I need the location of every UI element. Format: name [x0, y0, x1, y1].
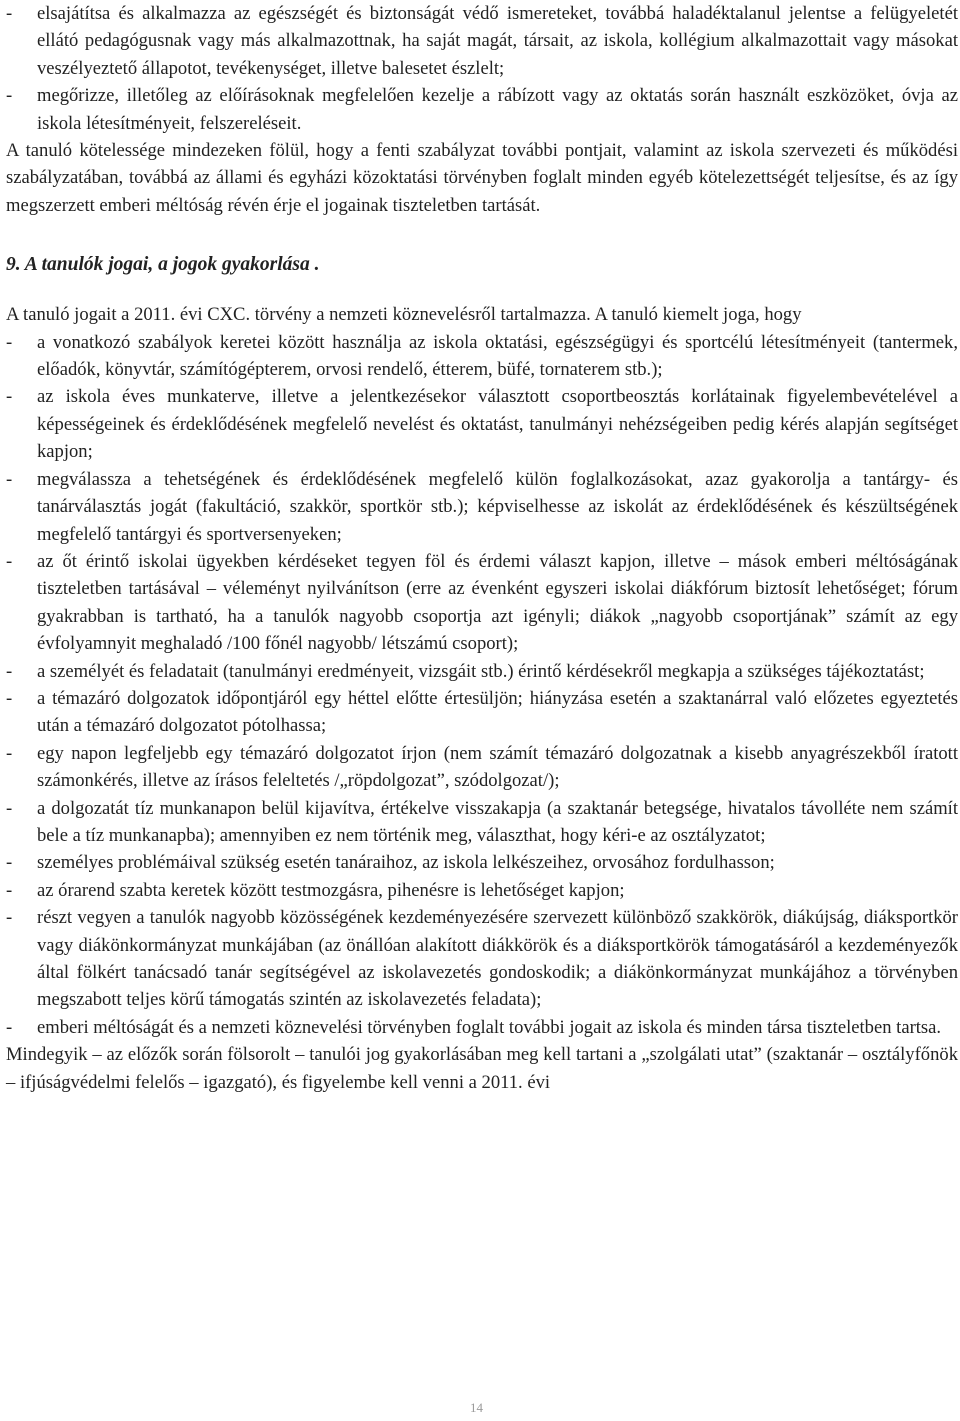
list-item-text: részt vegyen a tanulók nagyobb közösségének kezdeményezésére szervezett különböző szakkörök, diákújság, diáksportkör vagy diákönkormányzat munkájában (az önállóan alakított diákkörök és a diáksportkörök támogatásáról a kezdeményezők által fölkért tanácsadó tanár segítségével az iskolavezetés gondoskodik; a diákönkormányzat munkájához a törvényben megszabott teljes körű támogatás szintén az iskolavezetés feladata); — [37, 907, 958, 1011]
list-item — [6, 82, 958, 137]
list-item-text: egy napon legfeljebb egy témazáró dolgozatot írjon (nem számít témazáró dolgozatnak a kisebb anyagrészekből íratott számonkérés, illetve az írásos feleltetés /„röpdolgozat”, szódolgozat/); — [37, 742, 958, 792]
bullet-dash: - — [6, 742, 13, 764]
list-item-text: a témazáró dolgozatok időpontjáról egy héttel előtte értesüljön; hiányzása esetén a szaktanárral való előzetes egyeztetés után a témazáró dolgozatot pótolhassa; — [37, 687, 958, 737]
document-page — [6, 0, 958, 1096]
closing-paragraph: Mindegyik – az előzők során fölsorolt – tanulói jog gyakorlásában meg kell tartani a „szolgálati utat” (szaktanár – osztályfőnök – ifjúságvédelmi felelős – igazgató), és figyelembe kell venni a 2011. évi — [6, 1044, 958, 1093]
bullet-dash: - — [6, 331, 13, 353]
rights-intro: A tanuló jogait a 2011. évi CXC. törvény a nemzeti köznevelésről tartalmazza. A tanuló kiemelt joga, hogy — [6, 304, 802, 326]
list-item-text: megőrizze, illetőleg az előírásoknak megfelelően kezelje a rábízott vagy az oktatás során használt eszközöket, óvja az iskola létesítményeit, felszereléseit. — [37, 85, 958, 134]
bullet-dash: - — [6, 1016, 13, 1038]
list-item-text: személyes problémáival szükség esetén tanáraihoz, az iskola lelkészeihez, orvosához fordulhasson; — [37, 852, 775, 874]
list-item — [6, 795, 958, 850]
list-item — [6, 740, 958, 795]
list-item-text: a dolgozatát tíz munkanapon belül kijavítva, értékelve visszakapja (a szaktanár betegsége, hivatalos távolléte nem számít bele a tíz munkanapba); amennyiben ez nem történik meg, választhat, hogy kéri-e az osztályzatot; — [37, 797, 958, 846]
bullet-dash: - — [6, 660, 13, 682]
list-item-text: az őt érintő iskolai ügyekben kérdéseket tegyen föl és érdemi választ kapjon, illetve – mások emberi méltóságának tiszteletben tartásával – véleményt nyilvánítson (erre az évenként egyszeri iskolai diákfórum biztosít lehetőséget; fórum gyakrabban is tartható, ha a tanulók nagyobb csoportja azt igényli; diákok „nagyobb csoportjának” számít az egy évfolyamnyit meghaladó /100 főnél nagyobb/ létszámú csoport); — [37, 550, 958, 655]
bullet-dash: - — [6, 85, 13, 107]
list-item — [6, 1014, 958, 1041]
bullet-dash: - — [6, 386, 13, 408]
rights-list — [6, 329, 958, 1042]
list-item — [6, 0, 958, 82]
list-item-text: a vonatkozó szabályok keretei között használja az iskola oktatási, egészségügyi és sportcélú létesítményeit (tantermek, előadók, könyvtár, számítógépterem, orvosi rendelő, étterem, büfé, tornaterem stb.); — [37, 331, 958, 381]
list-item-text: elsajátítsa és alkalmazza az egészségét és biztonságát védő ismereteket, továbbá haladéktalanul jelentse a felügyeletét ellátó pedagógusnak vagy más alkalmazottnak, ha saját magát, társait, az iskola, kollégium alkalmazottait vagy másokat veszélyeztető állapotot, tevékenységet, illetve balesetet észlelt; — [37, 3, 958, 79]
bullet-dash: - — [6, 468, 13, 490]
list-item — [6, 383, 958, 465]
list-item — [6, 329, 958, 384]
bullet-dash: - — [6, 879, 13, 901]
bullet-dash: - — [6, 687, 13, 709]
bullet-dash: - — [6, 907, 13, 929]
bullet-dash: - — [6, 550, 13, 572]
list-item — [6, 849, 958, 876]
bullet-dash: - — [6, 852, 13, 874]
list-item — [6, 548, 958, 658]
duty-paragraph: A tanuló kötelessége mindezeken fölül, hogy a fenti szabályzat további pontjait, valamint az iskola szervezeti és működési szabályzatában, továbbá az állami és egyházi közoktatási törvényben foglalt minden egyéb kötelezettségét teljesítse, és az így megszerzett emberi méltóság révén érje el jogainak tiszteletben tartását. — [6, 140, 958, 216]
list-item — [6, 466, 958, 548]
duties-list — [6, 0, 958, 137]
list-item-text: az órarend szabta keretek között testmozgásra, pihenésre is lehetőséget kapjon; — [37, 879, 625, 901]
list-item — [6, 904, 958, 1014]
list-item — [6, 685, 958, 740]
list-item-text: a személyét és feladatait (tanulmányi eredményeit, vizsgáit stb.) érintő kérdésekről megkapja a szükséges tájékoztatást; — [37, 660, 925, 682]
list-item-text: megválassza a tehetségének és érdeklődésének megfelelő külön foglalkozásokat, azaz gyakorolja a tantárgy- és tanárválasztás jogát (fakultáció, szakkör, sportkör stb.); képviselhesse az iskolát az érdeklődésének és készültségének megfelelő tantárgyi és sportversenyeken; — [37, 468, 958, 545]
section-heading: 9. A tanulók jogai, a jogok gyakorlása . — [6, 254, 320, 276]
list-item-text: emberi méltóságát és a nemzeti köznevelési törvényben foglalt további jogait az iskola és minden társa tiszteletben tartsa. — [37, 1016, 942, 1038]
bullet-dash: - — [6, 797, 13, 819]
page-number: 14 — [470, 1400, 483, 1415]
list-item — [6, 658, 958, 685]
list-item — [6, 877, 958, 904]
list-item-text: az iskola éves munkaterve, illetve a jelentkezésekor választott csoportbeosztás korlátainak figyelembevételével a képességeinek és érdeklődésének megfelelő nevelést és oktatást, tanulmányi nehézségeiben pedig kérés alapján segítséget kapjon; — [37, 386, 958, 463]
bullet-dash: - — [6, 3, 13, 24]
